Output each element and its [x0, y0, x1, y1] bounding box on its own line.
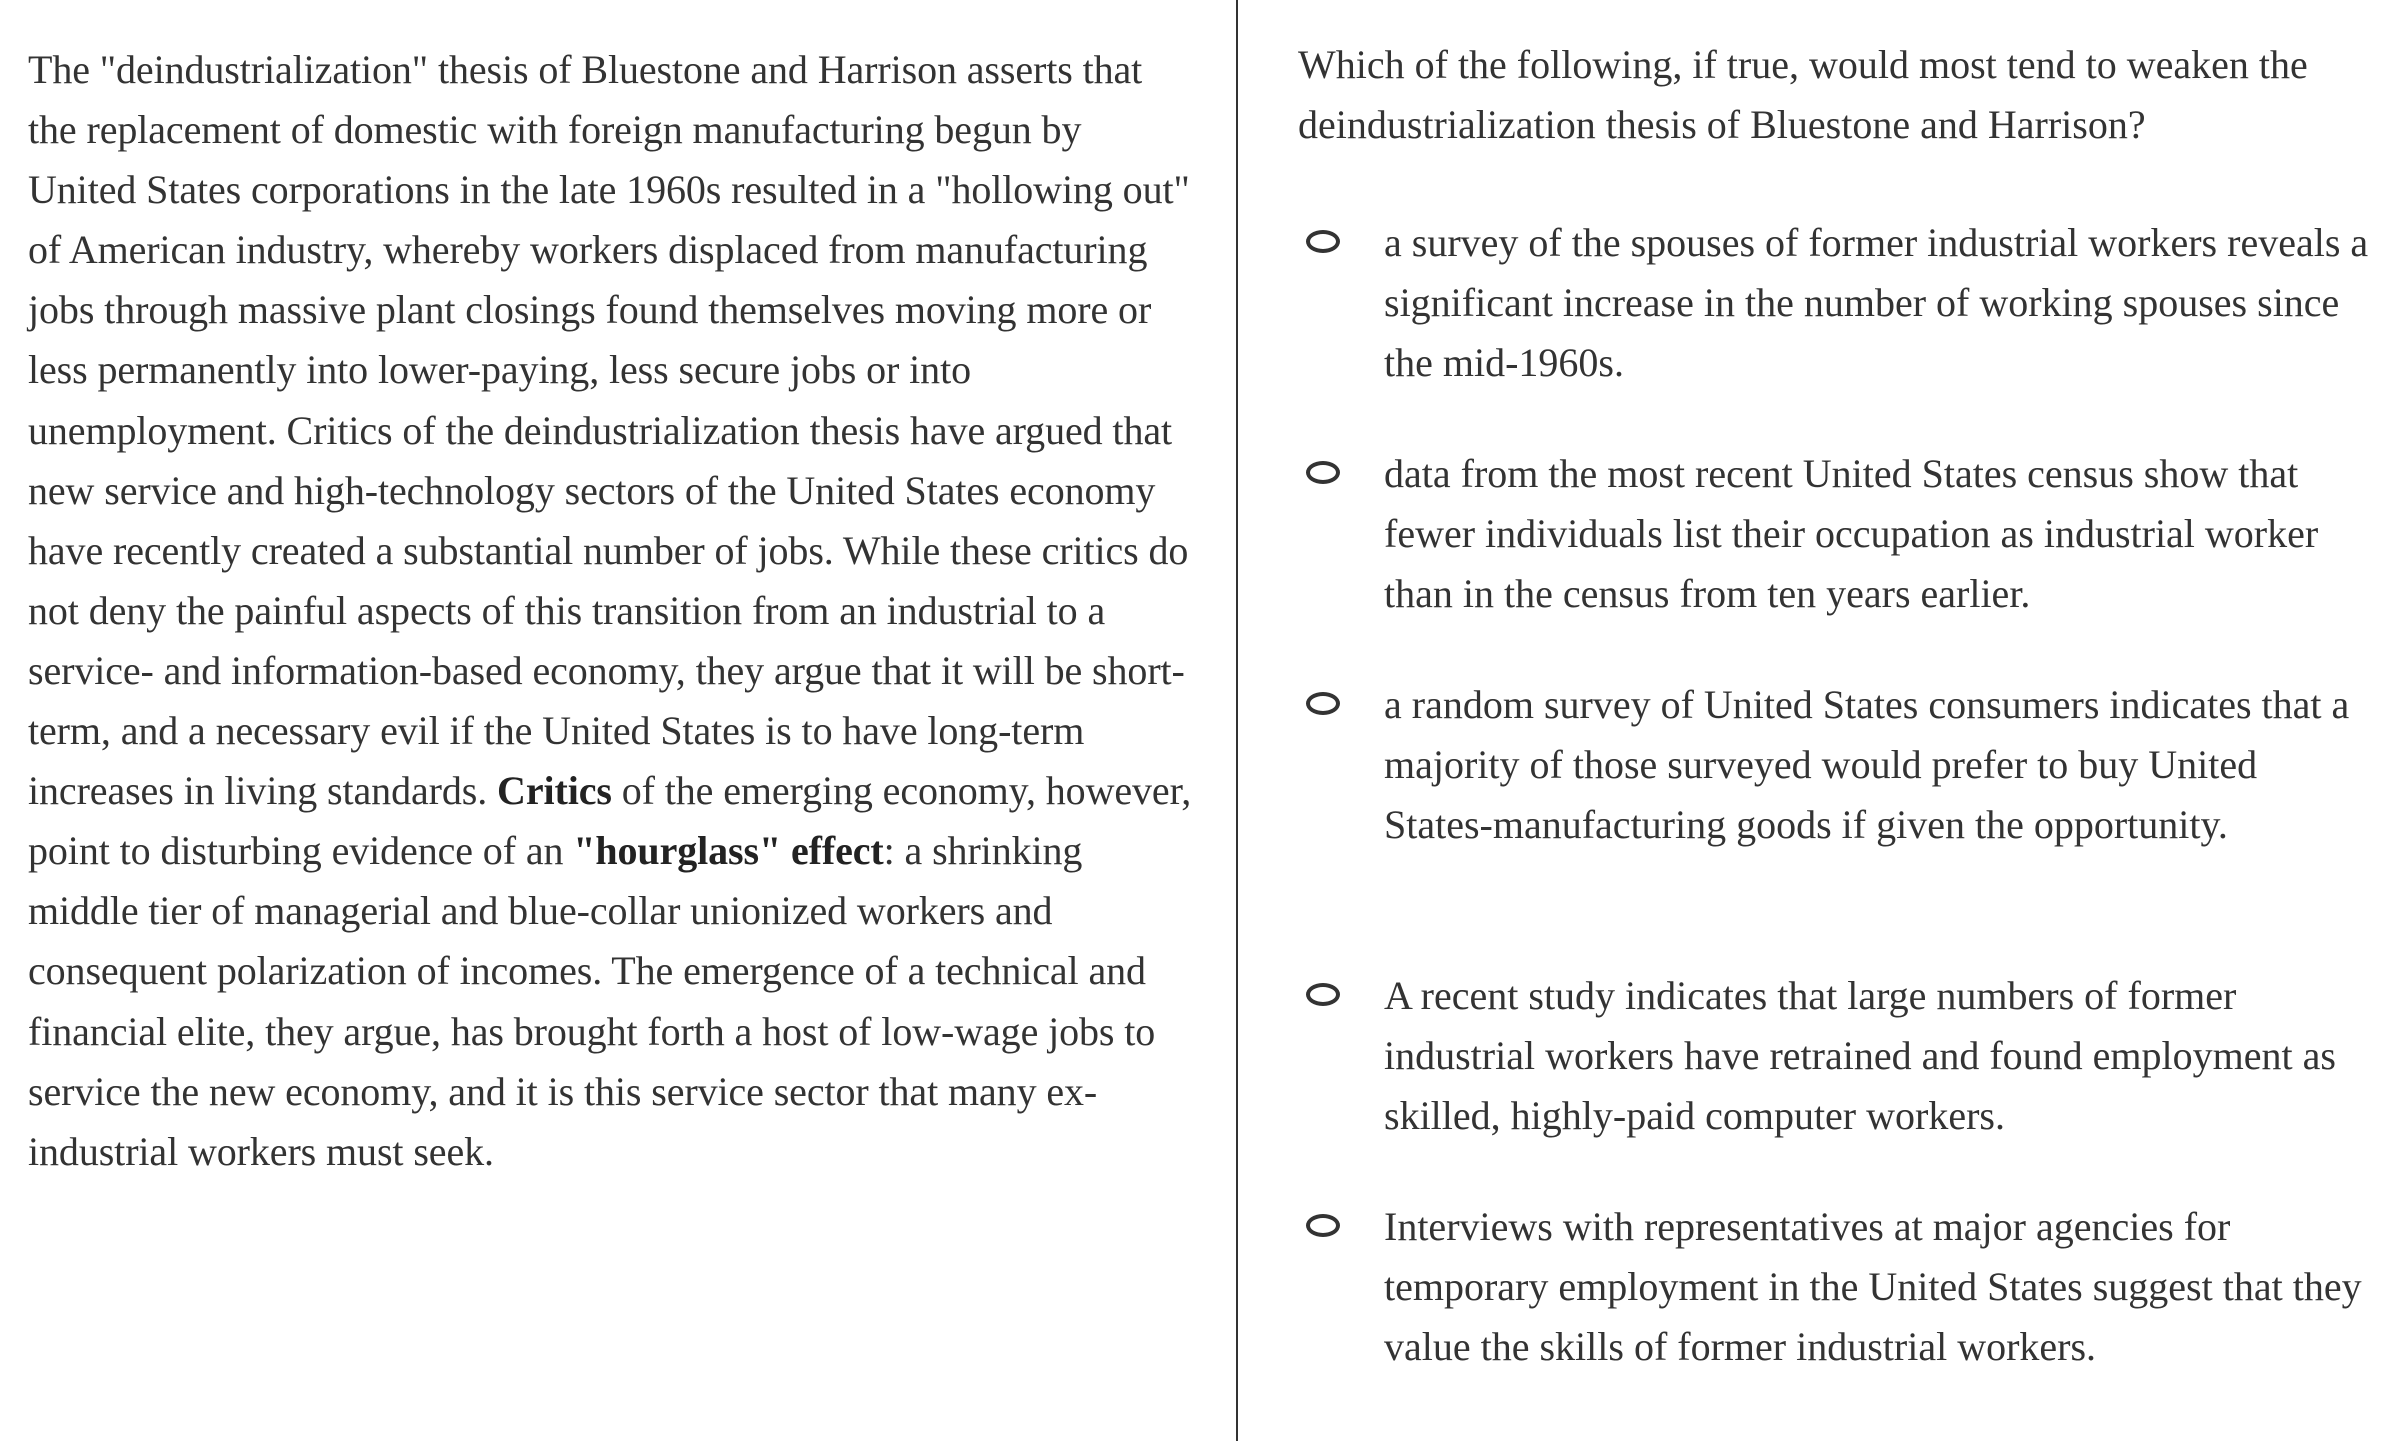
passage-bold-hourglass: "hourglass" effect	[573, 828, 884, 874]
passage-bold-critics: Critics	[497, 768, 612, 814]
answer-choice-text: a survey of the spouses of former industrial workers reveals a significant increase in the number of working spouses since the mid-1960s.	[1384, 220, 2369, 386]
passage-part-1: The "deindustrialization" thesis of Bluestone and Harrison asserts that the replacement of domestic with foreign manufacturing begun by United States corporations in the late 1960s resulted in a "hollowing out" of American industry, whereby workers displaced from manufacturing jobs through massive plant closings found themselves moving more or less permanently into lower-paying, less secure jobs or into unemployment. Critics of the deindustrialization thesis have argued that new service and high-technology sectors of the United States economy have recently created a substantial number of jobs. While these critics do not deny the painful aspects of this transition from an industrial to a service- and information-based economy, they argue that it will be short-term, and a necessary evil if the United States is to have long-term increases in living standards.	[28, 47, 1190, 814]
passage-part-2: of the emerging economy, however, point to disturbing evidence of an	[28, 768, 1192, 874]
answer-choice-text: data from the most recent United States census show that fewer individuals list their occupation as industrial worker than in the census from ten years earlier.	[1384, 451, 2319, 617]
radio-button-icon[interactable]	[1306, 1214, 1340, 1237]
question-pane	[1298, 35, 2378, 1370]
radio-button-icon[interactable]	[1306, 461, 1340, 484]
radio-button-icon[interactable]	[1306, 230, 1340, 253]
answer-choice-text: a random survey of United States consumers indicates that a majority of those surveyed would prefer to buy United States-manufacturing goods if given the opportunity.	[1384, 682, 2350, 848]
passage-pane	[28, 40, 1198, 1182]
answer-choice-text: A recent study indicates that large numbers of former industrial workers have retrained and found employment as skilled, highly-paid computer workers.	[1384, 973, 2336, 1139]
passage-text	[28, 40, 1198, 1182]
radio-button-icon[interactable]	[1306, 692, 1340, 715]
question-prompt: Which of the following, if true, would most tend to weaken the deindustrialization thesis of Bluestone and Harrison?	[1298, 42, 2308, 147]
pane-divider[interactable]	[1236, 0, 1238, 1441]
answer-choice-text: Interviews with representatives at major agencies for temporary employment in the United States suggest that they value the skills of former industrial workers.	[1384, 1204, 2362, 1370]
passage-part-3: : a shrinking middle tier of managerial and blue-collar unionized workers and consequent polarization of incomes. The emergence of a technical and financial elite, they argue, has brought forth a host of low-wage jobs to service the new economy, and it is this service sector that many ex-industrial workers must seek.	[28, 828, 1156, 1174]
radio-button-icon[interactable]	[1306, 983, 1340, 1006]
